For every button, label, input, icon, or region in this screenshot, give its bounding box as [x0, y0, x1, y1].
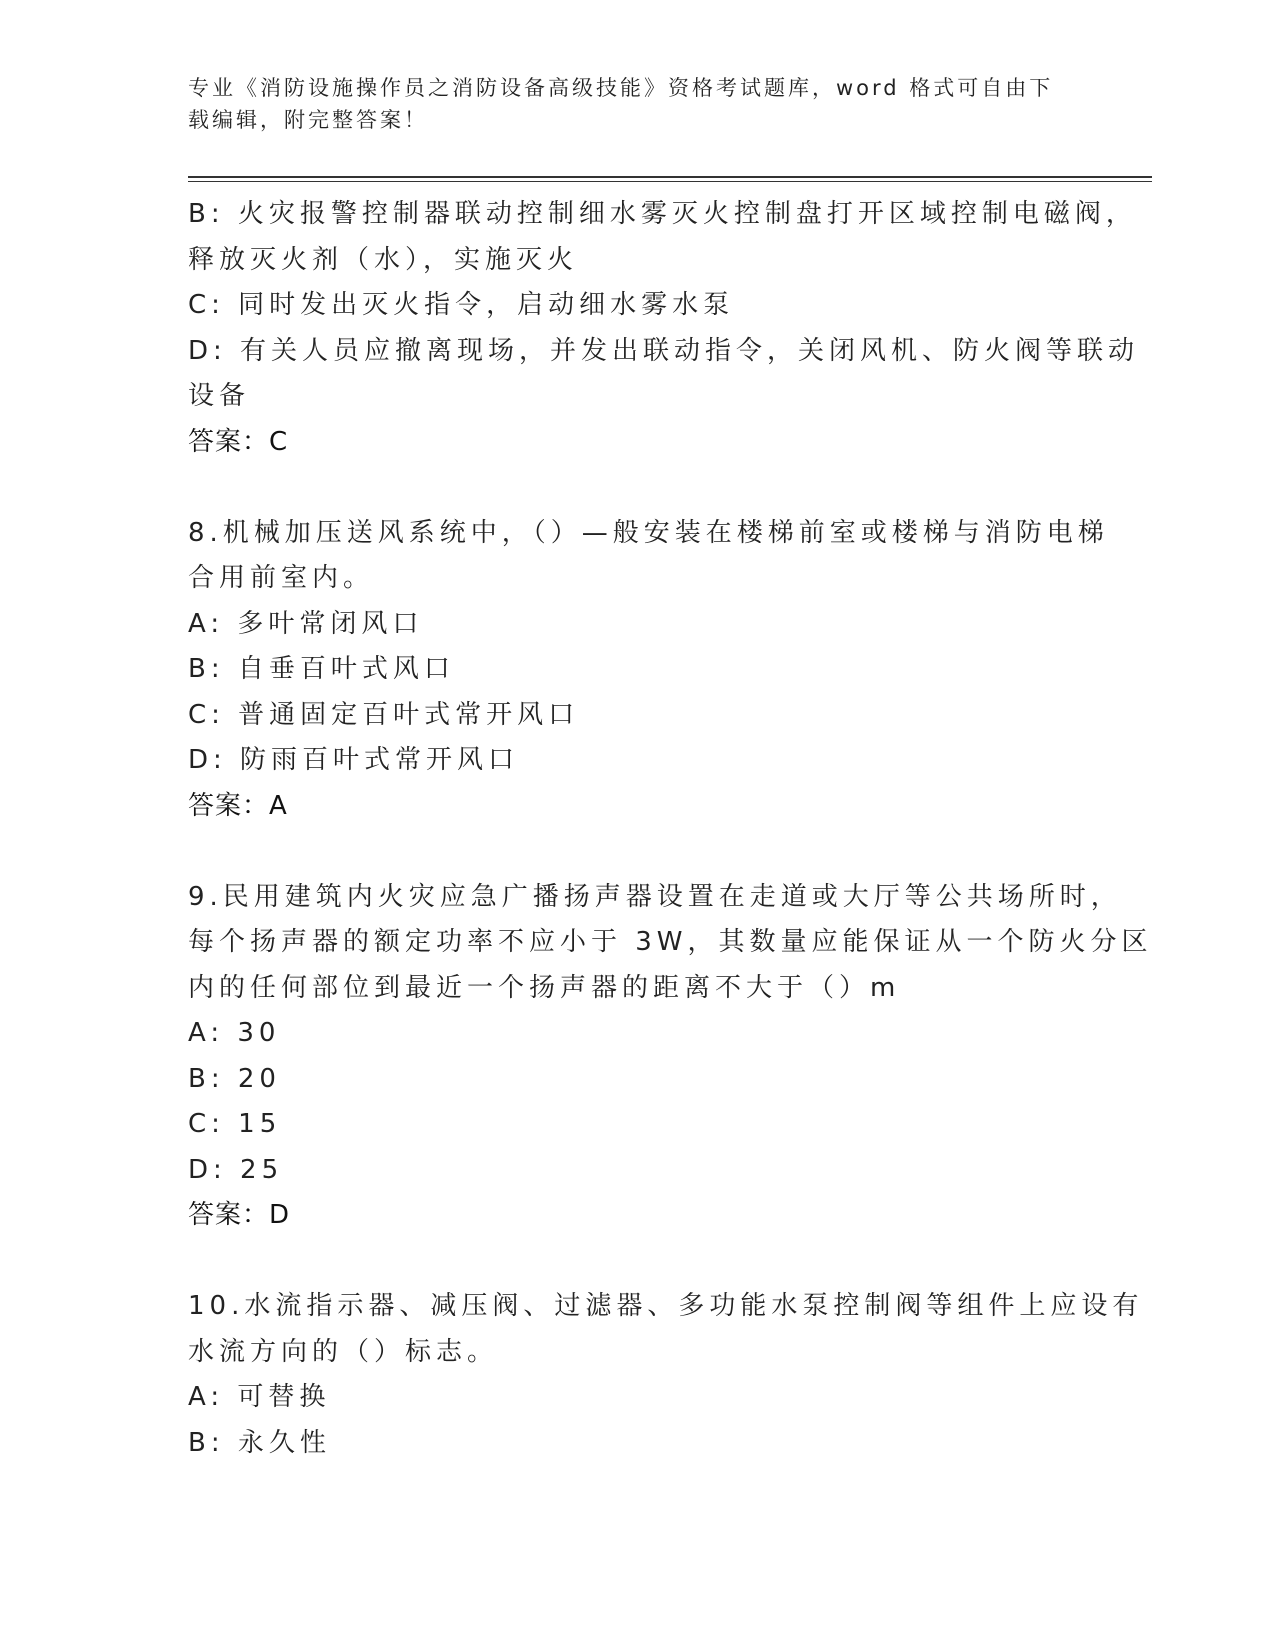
spacer	[188, 465, 1088, 511]
question-stem-line-2: 合用前室内。	[188, 563, 375, 593]
option-d-line-1: D: 有关人员应撤离现场，并发出联动指令，关闭风机、防火阀等联动	[188, 335, 1140, 366]
option-b-line-2: 释放灭火剂（水），实施灭火	[188, 244, 579, 275]
question-list	[188, 192, 1153, 1466]
question-stem-line-3: 内的任何部位到最近一个扬声器的距离不大于（）m	[188, 972, 901, 1003]
spacer	[188, 829, 1088, 875]
option-b: B: 自垂百叶式风口	[188, 654, 455, 684]
answer-label: 答案：D	[188, 1200, 291, 1230]
option-c: C: 同时发出灭火指令，启动细水雾水泵	[188, 290, 735, 320]
header-line-1: 专业《消防设施操作员之消防设备高级技能》资格考试题库，word 格式可自由下	[188, 76, 1054, 100]
question-7-continued	[188, 192, 1140, 465]
header-divider-thick	[188, 176, 1152, 178]
option-b: B: 永久性	[188, 1427, 331, 1458]
option-b-line-1: B: 火灾报警控制器联动控制细水雾灭火控制盘打开区域控制电磁阀，	[188, 199, 1137, 229]
option-a: A: 多叶常闭风口	[188, 608, 424, 639]
answer-label: 答案：A	[188, 790, 288, 821]
answer-label: 答案：C	[188, 426, 289, 457]
question-stem-line-1: 10.水流指示器、减压阀、过滤器、多功能水泵控制阀等组件上应设有	[188, 1291, 1144, 1321]
question-10	[188, 1284, 1144, 1466]
option-b: B: 20	[188, 1063, 281, 1094]
option-a: A: 可替换	[188, 1382, 331, 1412]
option-a: A: 30	[188, 1018, 281, 1048]
question-stem-line-1: 9.民用建筑内火灾应急广播扬声器设置在走道或大厅等公共场所时，	[188, 881, 1122, 912]
spacer	[188, 1239, 1088, 1285]
question-stem-line-2: 每个扬声器的额定功率不应小于 3W，其数量应能保证从一个防火分区	[188, 927, 1153, 957]
document-header	[188, 72, 1068, 136]
option-c: C: 普通固定百叶式常开风口	[188, 699, 580, 730]
header-line-2: 载编辑，附完整答案！	[188, 108, 428, 132]
option-d: D: 防雨百叶式常开风口	[188, 745, 520, 775]
question-stem-line-1: 8.机械加压送风系统中，（）—般安装在楼梯前室或楼梯与消防电梯	[188, 517, 1109, 548]
option-d-line-2: 设备	[188, 381, 251, 411]
question-8	[188, 511, 1109, 830]
question-9	[188, 875, 1153, 1239]
header-divider-thin	[188, 181, 1152, 182]
option-d: D: 25	[188, 1154, 284, 1185]
option-c: C: 15	[188, 1109, 282, 1139]
question-stem-line-2: 水流方向的（）标志。	[188, 1336, 499, 1367]
